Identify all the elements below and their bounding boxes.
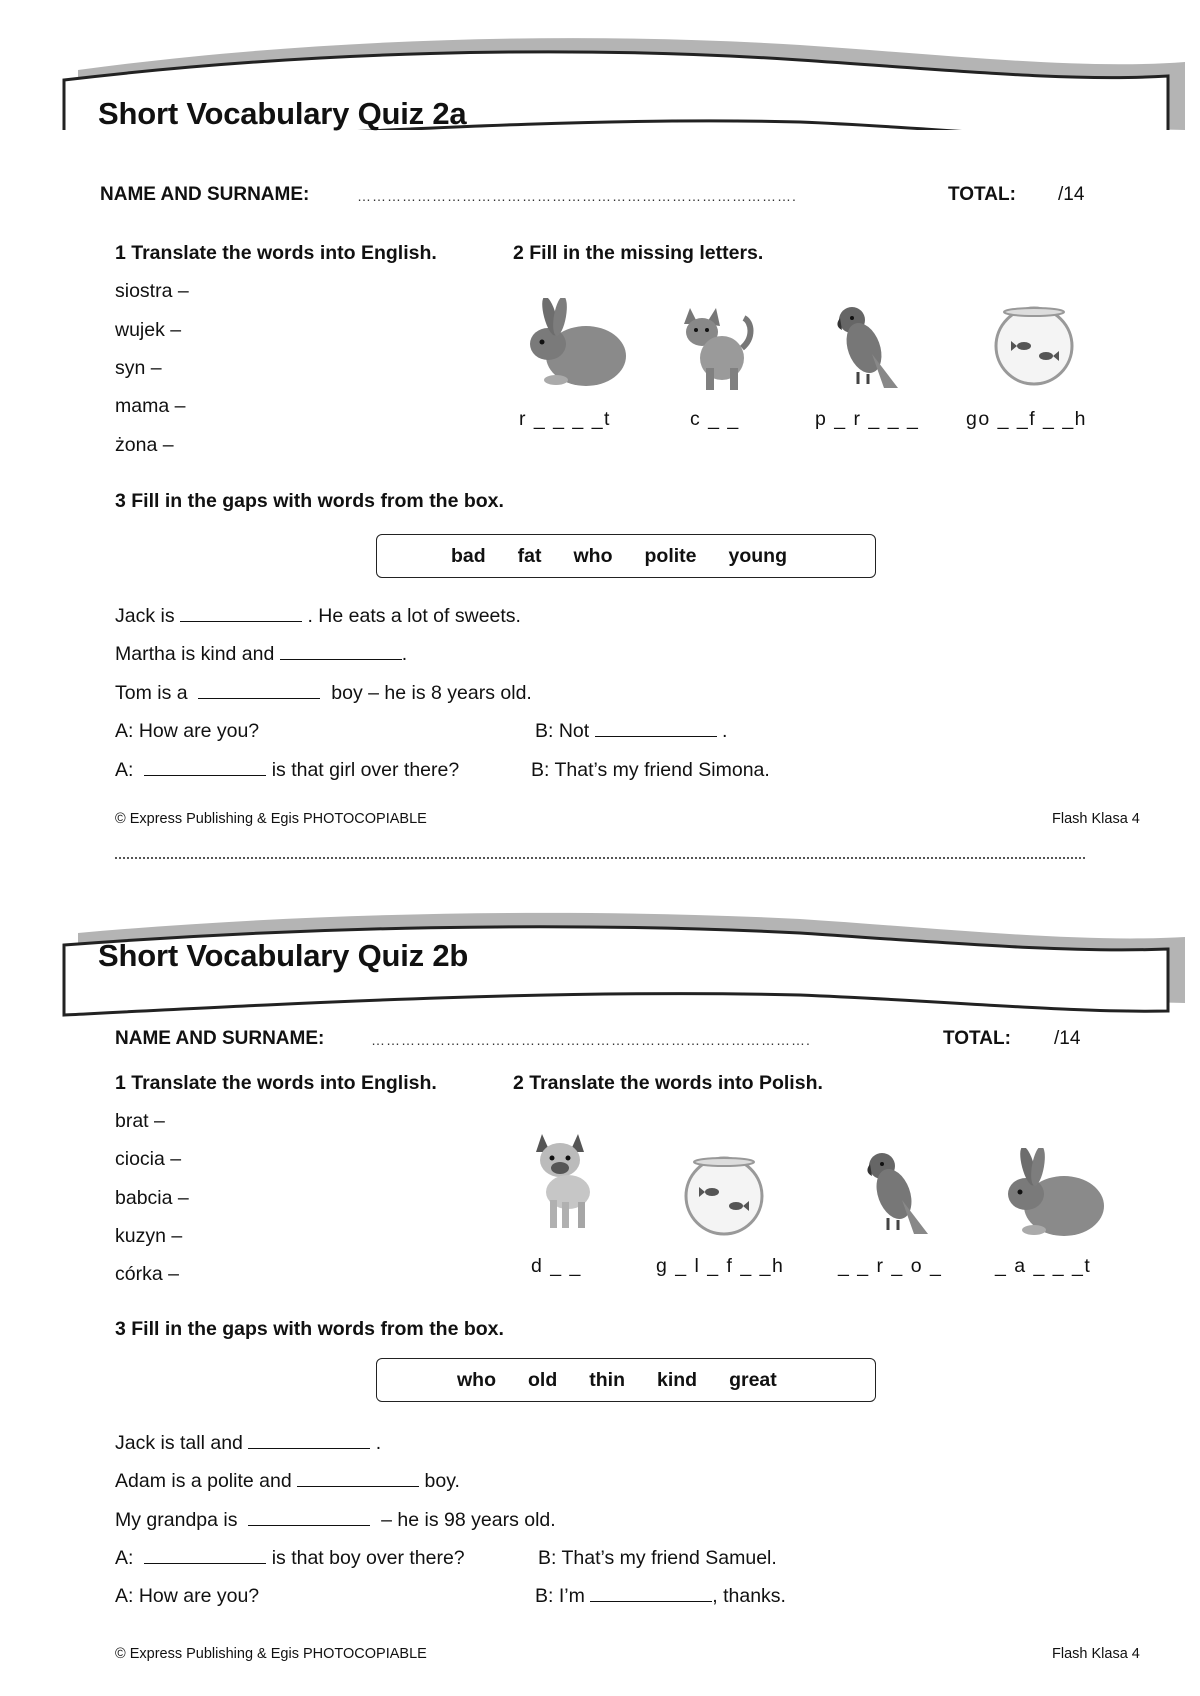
box-word: who [457,1368,496,1391]
word-box [376,1358,876,1402]
word-item: żona – [115,434,174,456]
sentence [115,1509,556,1532]
total-field[interactable]: /14 [1058,184,1085,205]
cat-picture [676,298,756,392]
answer-gap[interactable] [280,643,402,660]
sentence-text: Adam is a polite and [115,1470,292,1492]
sentence-text: boy – he is 8 years old. [331,682,532,704]
name-field[interactable]: ……………………………………………………………………………. [371,1032,811,1048]
letter-hint[interactable]: go _ _f _ _h [966,408,1088,430]
word-item: mama – [115,395,186,417]
footer-copyright: © Express Publishing & Egis PHOTOCOPIABLE [115,811,427,827]
word-item: siostra – [115,280,189,302]
sentence-text: B: Not [535,720,590,742]
word-item: ciocia – [115,1148,182,1170]
goldfish-bowl-picture [990,304,1078,386]
sentence-text: is that girl over there? [271,759,460,781]
box-word: great [729,1368,777,1391]
sentence: B: That’s my friend Simona. [531,759,770,781]
answer-gap[interactable] [144,759,266,776]
quiz-2b [0,848,1200,1696]
footer-course: Flash Klasa 4 [1052,811,1140,827]
sentence-text: Jack is [115,605,175,627]
total-field[interactable]: /14 [1054,1028,1081,1049]
sentence [115,1547,465,1570]
exercise-2-heading: 2 Fill in the missing letters. [513,242,764,264]
sentence [115,682,532,705]
box-word: kind [656,1368,698,1391]
sentence [115,605,521,628]
box-word: young [728,544,788,567]
footer-course: Flash Klasa 4 [1052,1646,1140,1662]
exercise-1-heading: 1 Translate the words into English. [115,242,437,264]
sentence-text: Jack is tall and [115,1432,243,1454]
parrot-picture [858,1148,938,1238]
answer-gap[interactable] [595,720,717,737]
letter-hint[interactable]: p _ r _ _ _ [815,408,920,430]
sentence-text: boy. [424,1470,460,1492]
exercise-3-heading: 3 Fill in the gaps with words from the box. [115,490,504,512]
sentence-text: is that boy over there? [271,1547,465,1569]
word-box [376,534,876,578]
rabbit-picture [998,1148,1108,1240]
answer-gap[interactable] [248,1432,370,1449]
word-item: kuzyn – [115,1225,183,1247]
word-item: babcia – [115,1187,189,1209]
name-field[interactable]: ……………………………………………………………………………. [357,188,797,204]
letter-hint[interactable]: g _ l _ f _ _h [656,1255,785,1277]
letter-hint[interactable]: _ _ r _ o _ [838,1255,943,1277]
word-item: wujek – [115,319,182,341]
quiz-title: Short Vocabulary Quiz 2b [98,938,469,973]
letter-hint[interactable]: d _ _ [531,1255,582,1277]
sentence-text: B: I’m [535,1585,585,1607]
word-item: córka – [115,1263,179,1285]
sentence [115,1470,460,1493]
sentence: A: How are you? [115,1585,260,1607]
sentence: B: That’s my friend Samuel. [538,1547,777,1569]
dog-picture [528,1130,604,1232]
sentence-text: , thanks. [712,1585,786,1607]
sentence-text: My grandpa is [115,1509,238,1531]
word-item: syn – [115,357,162,379]
footer-copyright: © Express Publishing & Egis PHOTOCOPIABLE [115,1646,427,1662]
sentence [535,720,727,743]
answer-gap[interactable] [198,682,320,699]
exercise-3-heading: 3 Fill in the gaps with words from the box. [115,1318,504,1340]
exercise-2-heading: 2 Translate the words into Polish. [513,1072,823,1094]
quiz-title: Short Vocabulary Quiz 2a [98,96,467,131]
sentence-text: Martha is kind and [115,643,275,665]
total-label: TOTAL: [943,1028,1011,1049]
exercise-1-heading: 1 Translate the words into English. [115,1072,437,1094]
name-label: NAME AND SURNAME: [115,1028,325,1049]
sentence-text: . [722,720,728,742]
total-label: TOTAL: [948,184,1016,205]
answer-gap[interactable] [248,1509,370,1526]
sentence-text: – he is 98 years old. [381,1509,556,1531]
sentence [115,1432,381,1455]
box-word: who [573,544,613,567]
sentence-text: Tom is a [115,682,188,704]
sentence-text: A: [115,1547,134,1569]
sentence-text: . [375,1432,382,1454]
letter-hint[interactable]: _ a _ _ _t [995,1255,1092,1277]
sentence-text: . [401,643,408,665]
name-label: NAME AND SURNAME: [100,184,310,205]
box-word: fat [517,544,542,567]
box-word: bad [451,544,486,567]
goldfish-bowl-picture [680,1154,768,1236]
sentence [535,1585,786,1608]
sentence-text: A: [115,759,134,781]
answer-gap[interactable] [144,1547,266,1564]
rabbit-picture [520,298,630,390]
sentence-text: . He eats a lot of sweets. [307,605,521,627]
box-word: old [528,1368,558,1391]
box-word: polite [644,544,697,567]
sentence [115,759,459,782]
sentence: A: How are you? [115,720,260,742]
parrot-picture [828,302,908,392]
letter-hint[interactable]: c _ _ [690,408,740,430]
word-item: brat – [115,1110,165,1132]
sentence [115,643,407,666]
letter-hint[interactable]: r _ _ _ _t [519,408,611,430]
box-word: thin [589,1368,625,1391]
answer-gap[interactable] [590,1585,712,1602]
answer-gap[interactable] [297,1470,419,1487]
answer-gap[interactable] [180,605,302,622]
